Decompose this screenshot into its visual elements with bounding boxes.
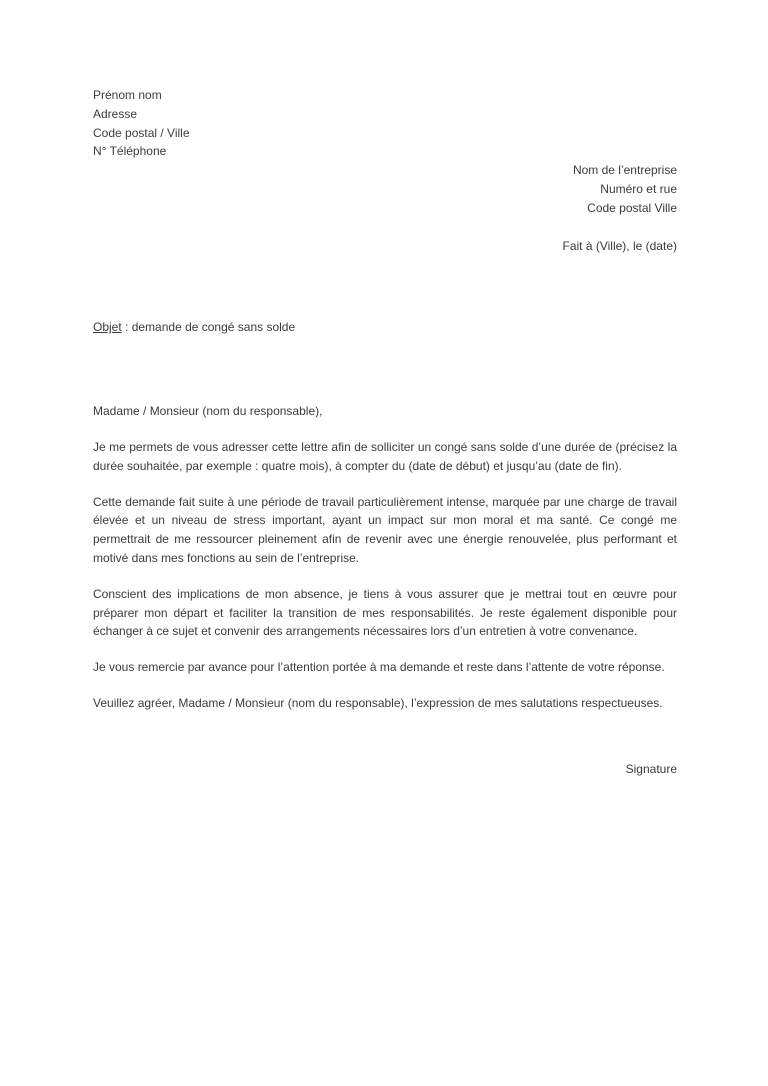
subject-text: demande de congé sans solde bbox=[131, 320, 296, 335]
body-paragraph-5: Veuillez agréer, Madame / Monsieur (nom du responsable), l’expression de mes salutations respectueuses. bbox=[93, 695, 663, 710]
recipient-city-line: Code postal Ville bbox=[587, 200, 677, 215]
subject-line bbox=[93, 318, 677, 337]
sender-address-block bbox=[93, 86, 677, 161]
body-paragraph-1: Je me permets de vous adresser cette lettre afin de solliciter un congé sans solde d’une durée de (précisez la durée souhaitée, par exemple : quatre mois), à compter du (date de début) et jusqu’au (date de fin). bbox=[93, 439, 677, 473]
body-paragraph-2: Cette demande fait suite à une période de travail particulièrement intense, marquée par une charge de travail élevée et un niveau de stress important, ayant un impact sur mon moral et ma santé. Ce congé me permettrait de me ressourcer pleinement afin de revenir avec une énergie renouvelée, plus performant et motivé dans mes fonctions au sein de l’entreprise. bbox=[93, 494, 677, 565]
sender-city-line: Code postal / Ville bbox=[93, 125, 190, 140]
body-paragraph-4: Je vous remercie par avance pour l’attention portée à ma demande et reste dans l’attente de votre réponse. bbox=[93, 660, 665, 675]
signature-label: Signature bbox=[625, 761, 677, 776]
sender-name-line: Prénom nom bbox=[93, 88, 162, 102]
place-date-line: Fait à (Ville), le (date) bbox=[562, 238, 677, 253]
body-paragraph-3: Conscient des implications de mon absence, je tiens à vous assurer que je mettrai tout en œuvre pour préparer mon départ et faciliter la transition de mes responsabilités. Je reste également disponible pour échanger à ce sujet et convenir des arrangements nécessaires lors d’un entretien à votre convenance. bbox=[93, 586, 677, 639]
recipient-street-line: Numéro et rue bbox=[600, 181, 677, 196]
sender-address-line: Adresse bbox=[93, 106, 138, 121]
subject-separator: : bbox=[121, 320, 132, 335]
sender-phone-line: N° Téléphone bbox=[93, 144, 167, 159]
recipient-address-block bbox=[93, 161, 677, 217]
salutation: Madame / Monsieur (nom du responsable), bbox=[93, 404, 323, 419]
recipient-company-line: Nom de l’entreprise bbox=[572, 163, 677, 178]
subject-label: Objet bbox=[93, 320, 122, 335]
